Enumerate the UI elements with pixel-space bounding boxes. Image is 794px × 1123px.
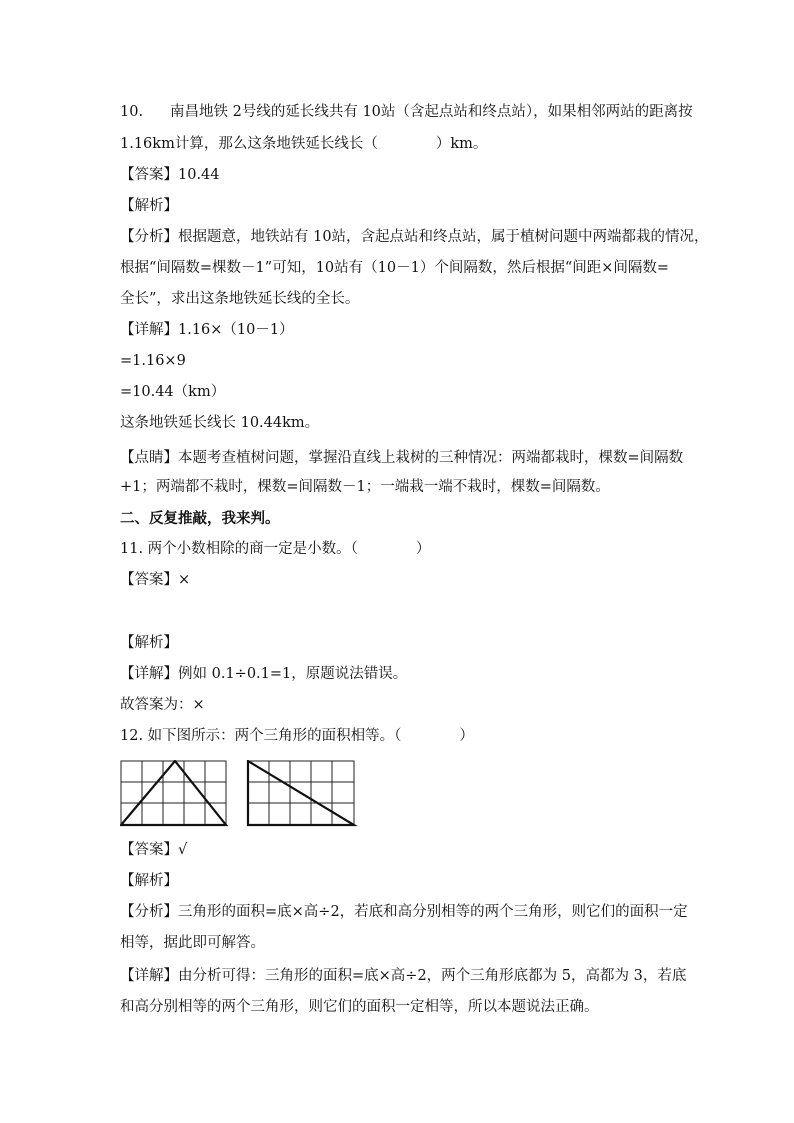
- left-triangle: [121, 761, 226, 825]
- right-triangle: [248, 761, 354, 825]
- q10-analysis-heading: 【解析】: [120, 198, 178, 214]
- triangle-grid-figure: [120, 760, 360, 830]
- q10-dianjing-2: +1；两端都不栽时，棵数=间隔数－1；一端栽一端不栽时，棵数=间隔数。: [120, 479, 610, 495]
- q12-xiangjie-2: 和高分别相等的两个三角形，则它们的面积一定相等，所以本题说法正确。: [120, 999, 599, 1015]
- q11-analysis-heading: 【解析】: [120, 635, 178, 651]
- q10-line1-text: 南昌地铁 2号线的延长线共有 10站（含起点站和终点站），如果相邻两站的距离按: [170, 104, 693, 120]
- q12-answer: 【答案】√: [120, 842, 188, 858]
- q10-fenxi-3: 全长”，求出这条地铁延长线的全长。: [120, 291, 360, 307]
- q12-question: 12. 如下图所示：两个三角形的面积相等。（ ）: [120, 728, 474, 744]
- q10-line1: [120, 102, 693, 122]
- q11-answer: 【答案】×: [120, 572, 191, 588]
- q10-xiangjie-4: 这条地铁延长线长 10.44km。: [120, 415, 320, 431]
- q10-fenxi-2: 根据“间隔数=棵数－1”可知，10站有（10－1）个间隔数，然后根据“间距×间隔数=: [120, 260, 670, 276]
- q10-fenxi-1: 【分析】根据题意，地铁站有 10站，含起点站和终点站，属于植树问题中两端都栽的情况，: [120, 229, 709, 245]
- q10-xiangjie-3: =10.44（km）: [120, 384, 226, 400]
- q11-question: 11. 两个小数相除的商一定是小数。（ ）: [120, 541, 431, 557]
- left-grid-border: [121, 761, 226, 825]
- q10-line2: 1.16km计算，那么这条地铁延长线长（ ）km。: [120, 136, 488, 152]
- q10-number: 10.: [120, 104, 144, 120]
- q11-conclusion: 故答案为：×: [120, 697, 205, 713]
- q11-xiangjie: 【详解】例如 0.1÷0.1=1，原题说法错误。: [120, 666, 408, 682]
- q12-analysis-heading: 【解析】: [120, 873, 178, 889]
- q12-fenxi-2: 相等，据此即可解答。: [120, 935, 265, 951]
- q10-answer: 【答案】10.44: [120, 167, 220, 183]
- q10-xiangjie-2: =1.16×9: [120, 353, 186, 369]
- section-title: 二、反复推敲，我来判。: [120, 510, 280, 527]
- left-grid: [121, 761, 226, 825]
- q10-xiangjie-1: 【详解】1.16×（10－1）: [120, 322, 294, 338]
- q10-dianjing-1: 【点睛】本题考查植树问题，掌握沿直线上栽树的三种情况：两端都栽时，棵数=间隔数: [120, 450, 684, 466]
- q12-xiangjie-1: 【详解】由分析可得：三角形的面积=底×高÷2，两个三角形底都为 5，高都为 3，若底: [120, 968, 687, 984]
- q12-fenxi-1: 【分析】三角形的面积=底×高÷2，若底和高分别相等的两个三角形，则它们的面积一定: [120, 904, 688, 920]
